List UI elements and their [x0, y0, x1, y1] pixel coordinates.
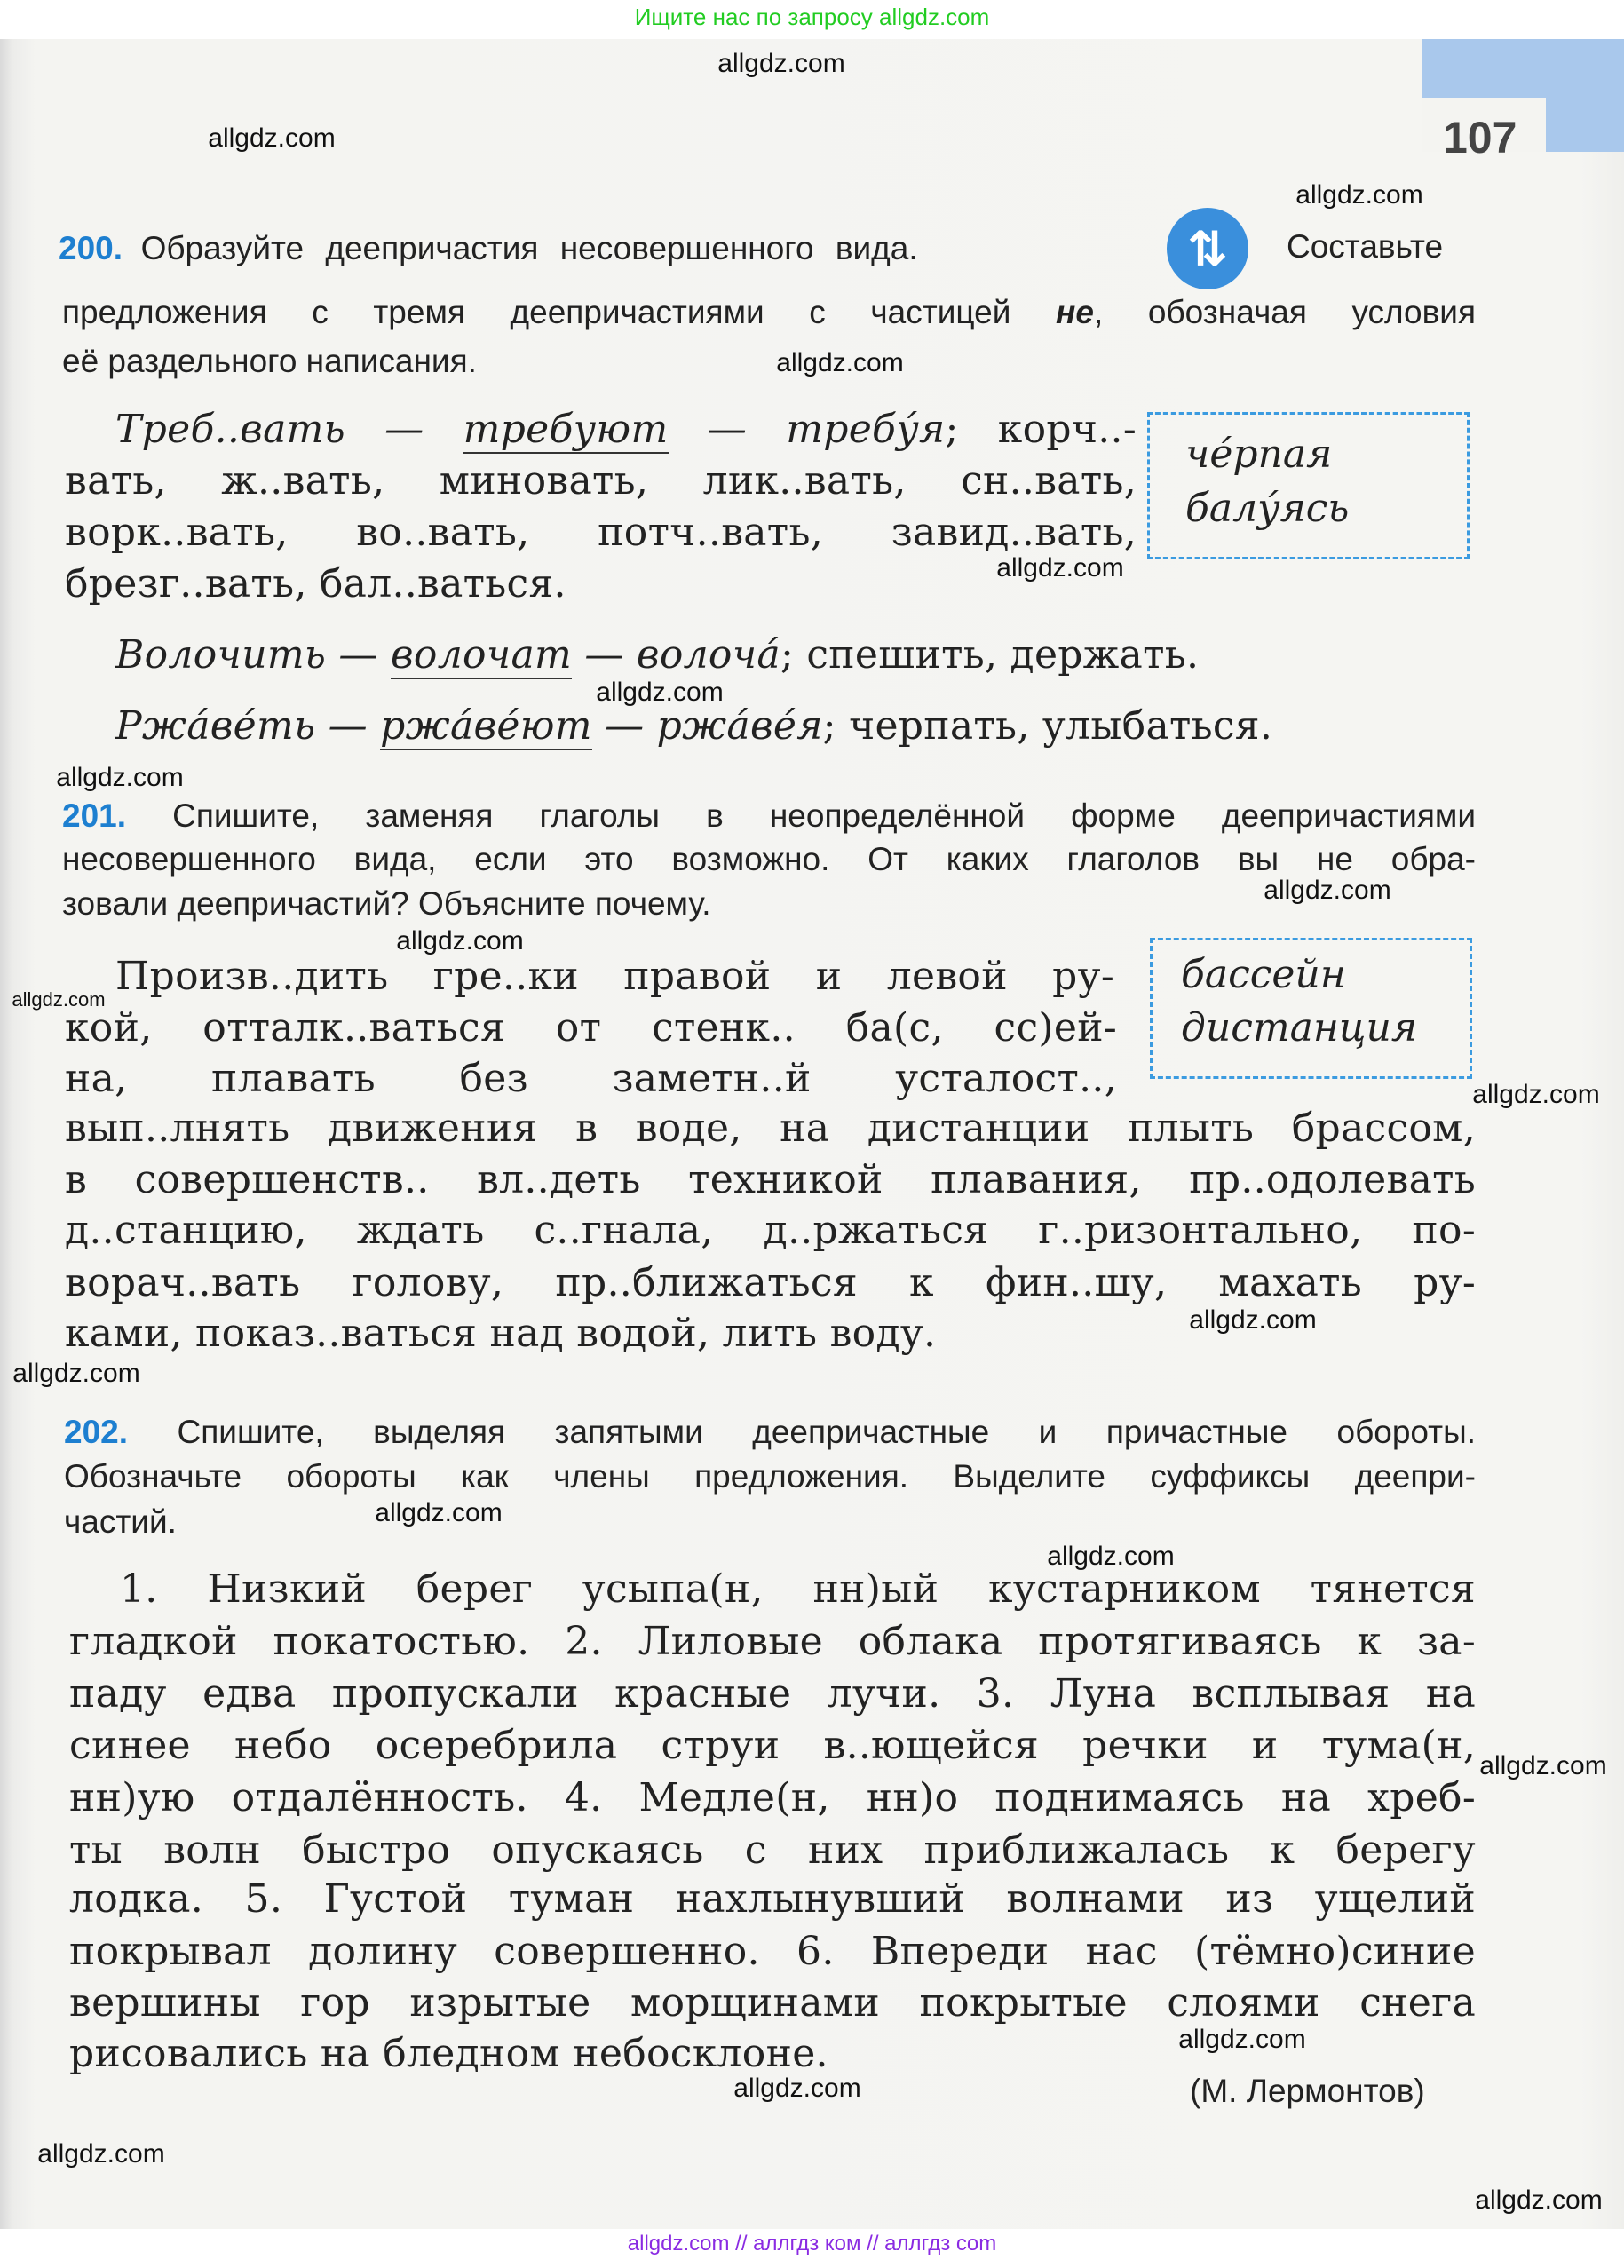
- ex202-task-text: Спишите, выделяя запятыми деепричастные и причастные обороты.: [177, 1414, 1477, 1450]
- ex201-task-line-2: зовали деепричастий? Объясните почему.: [62, 885, 711, 922]
- watermark-text: allgdz.com: [1472, 1080, 1600, 1109]
- ex201-text-line: ворач..вать голову, пр..ближаться к фин..шу, махать ру-: [65, 1260, 1476, 1305]
- ex201-task-text: Спишите, заменяя глаголы в неопределённой форме деепричастиями: [172, 797, 1476, 834]
- ex202-text-line: рисовались на бледном небосклоне.: [69, 2031, 828, 2076]
- ex200-task-text: Образуйте деепричастия несовершенного вида.: [140, 230, 918, 266]
- ex202-text-line: синее небо осеребрила струи в..ющейся речки и тума(н,: [69, 1723, 1476, 1768]
- ex202-text-line: 1. Низкий берег усыпа(н, нн)ый кустарником тянется: [120, 1566, 1476, 1612]
- ex202-text-line: вершины гор изрытые морщинами покрытые слоями снега: [69, 1980, 1476, 2026]
- word-segment: Ржа́ве́ть —: [115, 703, 381, 749]
- word-segment: ворк..вать, во..вать, потч..вать, завид..вать,: [65, 510, 1137, 555]
- exchange-arrows-icon: ⇅: [1167, 208, 1248, 289]
- ex202-task-line-0: [64, 1410, 1476, 1455]
- search-banner: Ищите нас по запросу allgdz.com: [634, 4, 990, 30]
- ex200-word-line: [115, 702, 1272, 751]
- ex200-task-text: , обозначая условия: [1093, 294, 1476, 330]
- particle-ne: не: [1056, 294, 1094, 330]
- watermark-text: allgdz.com: [1475, 2185, 1603, 2215]
- word-segment: вать, ж..вать, миновать, лик..вать, сн..вать,: [65, 458, 1137, 504]
- watermark-text: allgdz.com: [1047, 1542, 1175, 1571]
- word-segment: Треб..вать —: [115, 407, 463, 452]
- ex200-word-line: [115, 405, 1137, 455]
- author-attribution: (М. Лермонтов): [1190, 2073, 1425, 2109]
- watermark-text: allgdz.com: [996, 553, 1124, 583]
- watermark-text: allgdz.com: [1295, 180, 1423, 210]
- watermark-text: allgdz.com: [1264, 876, 1391, 905]
- ex200-task-line-2: её раздельного написания.: [62, 343, 477, 379]
- exercise-number-200: 200.: [59, 230, 123, 266]
- ex201-text-line: на, плавать без заметн..й усталост..,: [65, 1056, 1117, 1101]
- box-word: че́рпая: [1185, 432, 1333, 477]
- ex200-task-text: предложения с тремя деепричастиями с частицей: [62, 294, 1057, 330]
- watermark-text: allgdz.com: [717, 49, 845, 78]
- watermark-text: allgdz.com: [1479, 1751, 1607, 1780]
- word-segment: ; корч..-: [945, 407, 1137, 452]
- word-segment: — волоча́: [572, 632, 780, 678]
- watermark-text: allgdz.com: [375, 1498, 503, 1527]
- watermark-text: allgdz.com: [37, 2139, 165, 2169]
- ex200-task-line-0: [59, 226, 918, 271]
- ex201-text-line: д..станцию, ждать с..гнала, д..ржаться г..ризонтально, по-: [65, 1208, 1476, 1253]
- watermark-text: allgdz.com: [776, 348, 904, 377]
- ex202-text-line: гладкой покатостью. 2. Лиловые облака протягиваясь к за-: [69, 1619, 1476, 1664]
- ex201-text-line: Произв..дить гре..ки правой и левой ру-: [115, 954, 1114, 999]
- ex201-text-line: в совершенств.. вл..деть техникой плавания, пр..одолевать: [65, 1157, 1476, 1202]
- watermark-text: allgdz.com: [12, 988, 106, 1011]
- ex200-word-line: [65, 508, 1137, 558]
- watermark-text: allgdz.com: [596, 678, 724, 707]
- ex201-task-line-0: [62, 794, 1476, 838]
- word-segment: ; спешить, держать.: [780, 632, 1200, 678]
- exercise-number-202: 202.: [64, 1414, 129, 1450]
- word-segment: — требу́я: [668, 407, 946, 452]
- ex202-task-line-2: частий.: [64, 1503, 177, 1540]
- watermark-text: allgdz.com: [1189, 1305, 1317, 1335]
- exercise-number-201: 201.: [62, 797, 127, 834]
- ex200-word-line: [115, 630, 1199, 680]
- ex200-task-line-1: [62, 290, 1476, 335]
- ex201-text-line: ками, показ..ваться над водой, лить воду.: [65, 1311, 937, 1356]
- ex202-text-line: покрывал долину совершенно. 6. Впереди нас (тёмно)синие: [69, 1929, 1476, 1974]
- box-word: балу́ясь: [1185, 486, 1350, 531]
- ex200-task-end: Составьте: [1287, 228, 1444, 265]
- ex202-text-line: лодка. 5. Густой туман нахлынувший волнами из ущелий: [69, 1876, 1476, 1922]
- word-segment: ; черпать, улыбаться.: [822, 703, 1273, 749]
- footer-links: allgdz.com // аллгдз ком // аллгдз com: [627, 2232, 997, 2256]
- word-segment: Волочить —: [115, 632, 391, 678]
- ex200-word-line: [65, 559, 566, 609]
- underlined-example-word: ржа́ве́ют: [380, 703, 592, 749]
- underlined-example-word: волочат: [391, 632, 573, 678]
- word-segment: — ржа́ве́я: [591, 703, 823, 749]
- watermark-text: allgdz.com: [1178, 2025, 1306, 2054]
- ex202-task-line-1: Обозначьте обороты как члены предложения. Выделите суффиксы деепри-: [64, 1458, 1476, 1495]
- watermark-text: allgdz.com: [733, 2074, 861, 2103]
- ex201-text-line: кой, отталк..ваться от стенк.. ба(с, сс)ей-: [65, 1005, 1117, 1051]
- ex201-task-line-1: несовершенного вида, если это возможно. От каких глаголов вы не обра-: [62, 841, 1476, 877]
- page-number: 107: [1443, 113, 1517, 163]
- ex202-text-line: ты волн быстро опускаясь с них приближалась к берегу: [69, 1828, 1476, 1873]
- word-segment: брезг..вать, бал..ваться.: [65, 561, 566, 607]
- ex201-text-line: вып..лнять движения в воде, на дистанции плыть брассом,: [65, 1106, 1476, 1151]
- underlined-example-word: требуют: [463, 407, 669, 452]
- box-word: бассейн: [1181, 952, 1346, 997]
- ex202-text-line: паду едва пропускали красные лучи. 3. Луна всплывая на: [69, 1671, 1476, 1717]
- watermark-text: allgdz.com: [12, 1359, 140, 1388]
- ex200-word-line: [65, 456, 1137, 506]
- ex202-text-line: нн)ую отдалённость. 4. Медле(н, нн)о поднимаясь на хреб-: [69, 1775, 1476, 1820]
- watermark-text: allgdz.com: [56, 763, 184, 792]
- watermark-text: allgdz.com: [208, 123, 336, 153]
- watermark-text: allgdz.com: [396, 926, 524, 956]
- box-word: дистанция: [1181, 1005, 1417, 1051]
